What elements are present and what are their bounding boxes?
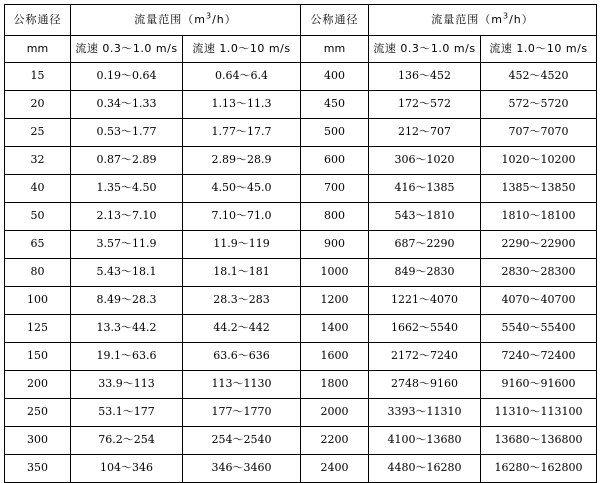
cell-flow-low-right: 849～2830 (369, 259, 481, 287)
cell-flow-low-left: 76.2～254 (71, 427, 183, 455)
cell-flow-low-right: 1221～4070 (369, 287, 481, 315)
table-row (5, 91, 597, 119)
cell-flow-high-right: 5540～55400 (481, 315, 597, 343)
cell-flow-low-right: 306～1020 (369, 147, 481, 175)
cell-flow-low-left: 0.34～1.33 (71, 91, 183, 119)
cell-flow-high-left: 44.2～442 (183, 315, 301, 343)
cell-flow-low-left: 3.57～11.9 (71, 231, 183, 259)
cell-flow-low-right: 3393～11310 (369, 399, 481, 427)
cell-flow-high-left: 11.9～119 (183, 231, 301, 259)
header-nominal-diameter-left: 公称通径 (5, 5, 71, 36)
cell-dn-right: 600 (301, 147, 369, 175)
flow-range-table (4, 4, 597, 483)
cell-dn-left: 40 (5, 175, 71, 203)
table-row (5, 231, 597, 259)
cell-flow-low-left: 0.87～2.89 (71, 147, 183, 175)
header-velocity-high-left: 流速 1.0～10 m/s (183, 36, 301, 63)
cell-dn-left: 32 (5, 147, 71, 175)
cell-flow-high-right: 9160～91600 (481, 371, 597, 399)
cell-flow-high-left: 4.50～45.0 (183, 175, 301, 203)
table-row (5, 315, 597, 343)
cell-dn-right: 800 (301, 203, 369, 231)
cell-flow-high-right: 7240～72400 (481, 343, 597, 371)
cell-flow-low-right: 2748～9160 (369, 371, 481, 399)
table-row (5, 427, 597, 455)
cell-flow-high-left: 28.3～283 (183, 287, 301, 315)
cell-flow-low-right: 1662～5540 (369, 315, 481, 343)
table-row (5, 287, 597, 315)
cell-dn-left: 250 (5, 399, 71, 427)
cell-flow-high-left: 2.89～28.9 (183, 147, 301, 175)
cell-flow-low-left: 8.49～28.3 (71, 287, 183, 315)
cell-dn-right: 700 (301, 175, 369, 203)
cell-dn-left: 20 (5, 91, 71, 119)
cell-flow-high-left: 1.77～17.7 (183, 119, 301, 147)
cell-flow-high-left: 7.10～71.0 (183, 203, 301, 231)
cell-dn-left: 15 (5, 63, 71, 91)
cell-flow-high-left: 346～3460 (183, 455, 301, 483)
cell-flow-low-left: 53.1～177 (71, 399, 183, 427)
cell-flow-high-left: 0.64～6.4 (183, 63, 301, 91)
cell-dn-right: 1200 (301, 287, 369, 315)
cell-dn-right: 1000 (301, 259, 369, 287)
cell-flow-high-right: 2830～28300 (481, 259, 597, 287)
cell-flow-high-left: 63.6～636 (183, 343, 301, 371)
cell-flow-low-left: 0.19～0.64 (71, 63, 183, 91)
table-header-row-primary (5, 5, 597, 36)
header-unit-mm-right: mm (301, 36, 369, 63)
cell-flow-high-right: 1020～10200 (481, 147, 597, 175)
cell-dn-right: 900 (301, 231, 369, 259)
cell-flow-low-left: 33.9～113 (71, 371, 183, 399)
table-row (5, 399, 597, 427)
cell-flow-low-left: 2.13～7.10 (71, 203, 183, 231)
cell-flow-high-right: 11310～113100 (481, 399, 597, 427)
header-flow-range-right: 流量范围$(m^3/h)$ (369, 5, 597, 36)
cell-flow-high-right: 13680～136800 (481, 427, 597, 455)
cell-flow-low-left: 19.1～63.6 (71, 343, 183, 371)
header-unit-mm-left: mm (5, 36, 71, 63)
table-row (5, 147, 597, 175)
table-row (5, 203, 597, 231)
cell-flow-low-right: 687～2290 (369, 231, 481, 259)
cell-flow-high-right: 452～4520 (481, 63, 597, 91)
cell-dn-right: 400 (301, 63, 369, 91)
cell-flow-low-right: 2172～7240 (369, 343, 481, 371)
cell-flow-low-left: 104～346 (71, 455, 183, 483)
cell-dn-left: 350 (5, 455, 71, 483)
cell-flow-high-right: 4070～40700 (481, 287, 597, 315)
cell-flow-low-right: 212～707 (369, 119, 481, 147)
header-velocity-low-left: 流速 0.3～1.0 m/s (71, 36, 183, 63)
superscript-exponent: 3 (502, 11, 510, 21)
cell-dn-left: 200 (5, 371, 71, 399)
cell-flow-high-left: 18.1～181 (183, 259, 301, 287)
table-row (5, 259, 597, 287)
cell-flow-high-left: 113～1130 (183, 371, 301, 399)
cell-flow-high-left: 254～2540 (183, 427, 301, 455)
cell-flow-low-left: 0.53～1.77 (71, 119, 183, 147)
superscript-exponent: 3 (205, 11, 213, 21)
cell-flow-low-right: 4100～13680 (369, 427, 481, 455)
cell-flow-high-right: 2290～22900 (481, 231, 597, 259)
cell-dn-right: 1800 (301, 371, 369, 399)
header-flow-range-left: 流量范围$(m^3/h)$ (71, 5, 301, 36)
cell-flow-low-right: 543～1810 (369, 203, 481, 231)
table-row (5, 455, 597, 483)
cell-dn-right: 1600 (301, 343, 369, 371)
cell-flow-high-right: 572～5720 (481, 91, 597, 119)
cell-flow-low-right: 136～452 (369, 63, 481, 91)
cell-flow-low-right: 416～1385 (369, 175, 481, 203)
cell-dn-right: 500 (301, 119, 369, 147)
header-nominal-diameter-right: 公称通径 (301, 5, 369, 36)
cell-dn-right: 2200 (301, 427, 369, 455)
cell-flow-high-left: 177～1770 (183, 399, 301, 427)
table-row (5, 119, 597, 147)
cell-flow-high-right: 1810～18100 (481, 203, 597, 231)
cell-dn-left: 25 (5, 119, 71, 147)
table-row (5, 63, 597, 91)
cell-flow-low-right: 4480～16280 (369, 455, 481, 483)
cell-dn-right: 1400 (301, 315, 369, 343)
cell-dn-right: 2000 (301, 399, 369, 427)
table-row (5, 371, 597, 399)
header-velocity-low-right: 流速 0.3～1.0 m/s (369, 36, 481, 63)
table-header-row-secondary (5, 36, 597, 63)
cell-dn-left: 150 (5, 343, 71, 371)
table-row (5, 343, 597, 371)
cell-flow-low-left: 1.35～4.50 (71, 175, 183, 203)
header-velocity-high-right: 流速 1.0～10 m/s (481, 36, 597, 63)
cell-dn-left: 65 (5, 231, 71, 259)
cell-dn-right: 2400 (301, 455, 369, 483)
cell-flow-high-left: 1.13～11.3 (183, 91, 301, 119)
cell-flow-high-right: 707～7070 (481, 119, 597, 147)
cell-dn-left: 125 (5, 315, 71, 343)
cell-dn-left: 300 (5, 427, 71, 455)
cell-dn-left: 50 (5, 203, 71, 231)
cell-flow-high-right: 1385～13850 (481, 175, 597, 203)
cell-flow-high-right: 16280～162800 (481, 455, 597, 483)
cell-dn-left: 100 (5, 287, 71, 315)
cell-flow-low-right: 172～572 (369, 91, 481, 119)
cell-dn-left: 80 (5, 259, 71, 287)
table-row (5, 175, 597, 203)
cell-flow-low-left: 13.3～44.2 (71, 315, 183, 343)
cell-dn-right: 450 (301, 91, 369, 119)
cell-flow-low-left: 5.43～18.1 (71, 259, 183, 287)
